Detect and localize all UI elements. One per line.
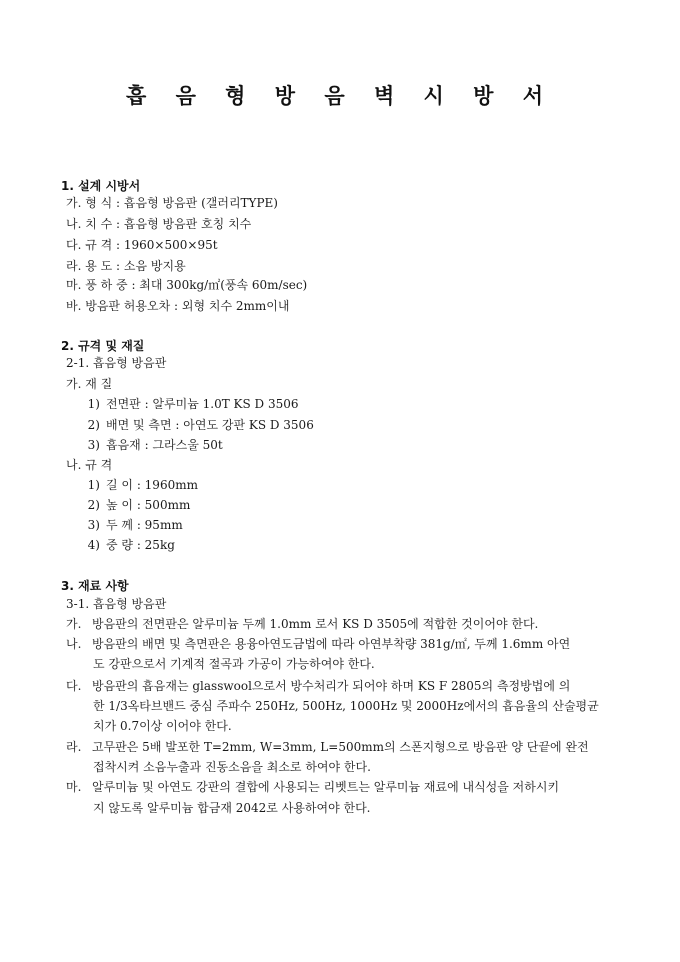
material-item: 3) 흡음재 : 그라스울 50t bbox=[87, 438, 223, 452]
dimension-item: 2) 높 이 : 500mm bbox=[87, 498, 191, 512]
dimension-item: 1) 길 이 : 1960mm bbox=[87, 478, 198, 492]
material-clause: 가. 방음판의 전면판은 알루미늄 두께 1.0mm 로서 KS D 3505에 적합한 것이어야 한다. bbox=[66, 617, 539, 631]
material-heading: 가. 재 질 bbox=[66, 377, 113, 391]
spec-item-wind-load: 마. 풍 하 중 : 최대 300kg/㎡(풍속 60m/sec) bbox=[66, 278, 308, 292]
material-clause-continued: 접착시켜 소음누출과 진동소음을 최소로 하여야 한다. bbox=[93, 760, 371, 774]
section-3-subheading: 3-1. 흡음형 방음판 bbox=[66, 597, 167, 611]
spec-item-size: 나. 치 수 : 흡음형 방음판 호칭 치수 bbox=[66, 217, 252, 231]
dimension-heading: 나. 규 격 bbox=[66, 458, 113, 472]
document-title: 흡 음 형 방 음 벽 시 방 서 bbox=[125, 84, 555, 108]
spec-item-tolerance: 바. 방음판 허용오차 : 외형 치수 2mm이내 bbox=[66, 299, 290, 313]
spec-item-standard: 다. 규 격 : 1960×500×95t bbox=[66, 238, 218, 252]
section-1-heading: 1. 설계 시방서 bbox=[61, 179, 141, 193]
material-clause-continued: 도 강판으로서 기계적 절곡과 가공이 가능하여야 한다. bbox=[93, 657, 375, 671]
dimension-item: 3) 두 께 : 95mm bbox=[87, 518, 183, 532]
spec-item-type: 가. 형 식 : 흡음형 방음판 (갤러리TYPE) bbox=[66, 196, 278, 210]
section-3-heading: 3. 재료 사항 bbox=[61, 579, 129, 593]
section-2-subheading: 2-1. 흡음형 방음판 bbox=[66, 356, 167, 370]
material-clause: 라. 고무판은 5배 발포한 T=2mm, W=3mm, L=500mm의 스폰지형으로 방음판 양 단끝에 완전 bbox=[66, 740, 589, 754]
dimension-item: 4) 중 량 : 25kg bbox=[87, 538, 175, 552]
material-clause: 나. 방음판의 배면 및 측면판은 용융아연도금법에 따라 아연부착량 381g/㎡, 두께 1.6mm 아연 bbox=[66, 637, 571, 651]
section-2-heading: 2. 규격 및 재질 bbox=[61, 339, 145, 353]
material-clause-continued: 지 않도록 알루미늄 합금재 2042로 사용하여야 한다. bbox=[93, 801, 371, 815]
material-clause: 마. 알루미늄 및 아연도 강판의 결합에 사용되는 리벳트는 알루미늄 재료에 내식성을 저하시키 bbox=[66, 780, 560, 794]
material-clause-continued: 한 1/3옥타브밴드 중심 주파수 250Hz, 500Hz, 1000Hz 및 2000Hz에서의 흡음율의 산술평균 bbox=[93, 699, 599, 713]
material-item: 1) 전면판 : 알루미늄 1.0T KS D 3506 bbox=[87, 397, 299, 411]
material-clause: 다. 방음판의 흡음재는 glasswool으로서 방수처리가 되어야 하며 KS F 2805의 측정방법에 의 bbox=[66, 679, 571, 693]
material-clause-continued: 치가 0.7이상 이어야 한다. bbox=[93, 719, 232, 733]
spec-item-use: 라. 용 도 : 소음 방지용 bbox=[66, 259, 186, 273]
material-item: 2) 배면 및 측면 : 아연도 강판 KS D 3506 bbox=[87, 418, 314, 432]
